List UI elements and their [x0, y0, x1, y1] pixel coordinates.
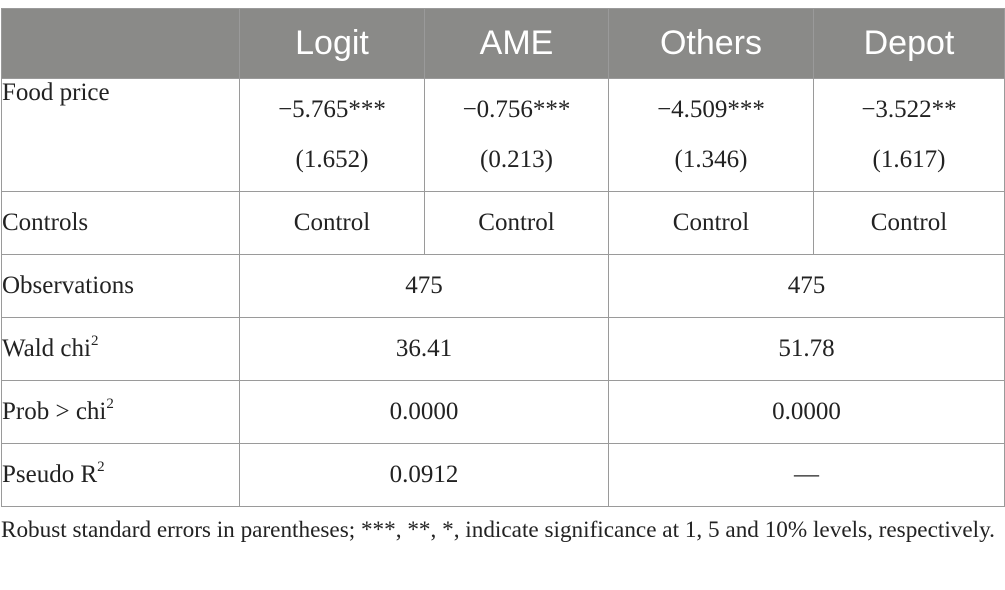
table-row-prob-chi2: [2, 381, 1005, 444]
row-label-controls: Controls: [2, 192, 240, 255]
table-row-pseudo-r2: [2, 444, 1005, 507]
cell-depot-controls: Control: [814, 192, 1005, 255]
coefficient-value: −0.756***: [462, 96, 571, 123]
row-label-pseudo-r2: [2, 444, 240, 507]
standard-error-value: (1.346): [674, 146, 748, 173]
cell-logit-controls: Control: [240, 192, 425, 255]
cell-others-food-price: [609, 79, 814, 192]
header-cell-others: Others: [609, 9, 814, 79]
superscript: 2: [90, 333, 99, 349]
cell-logit-ame-observations: 475: [240, 255, 609, 318]
header-row: [2, 9, 1005, 79]
cell-ame-food-price: [425, 79, 609, 192]
cell-logit-ame-pseudo-r2: 0.0912: [240, 444, 609, 507]
header-cell-depot: Depot: [814, 9, 1005, 79]
coefficient-value: −3.522**: [861, 96, 957, 123]
table-row-observations: [2, 255, 1005, 318]
cell-others-depot-wald-chi2: 51.78: [609, 318, 1005, 381]
table-row-wald-chi2: [2, 318, 1005, 381]
row-label-prob-chi2: [2, 381, 240, 444]
regression-results-table: [1, 8, 1005, 507]
cell-others-depot-observations: 475: [609, 255, 1005, 318]
standard-error-value: (0.213): [480, 146, 553, 173]
row-label-food-price: Food price: [2, 79, 240, 192]
header-cell-ame: AME: [425, 9, 609, 79]
cell-logit-ame-wald-chi2: 36.41: [240, 318, 609, 381]
header-cell-empty: [2, 9, 240, 79]
cell-depot-food-price: [814, 79, 1005, 192]
superscript: 2: [97, 459, 105, 475]
row-label-text: Pseudo R: [2, 461, 98, 488]
cell-others-depot-pseudo-r2: —: [609, 444, 1005, 507]
coefficient-value: −4.509***: [657, 96, 765, 123]
table-row-food-price: [2, 79, 1005, 192]
cell-others-depot-prob-chi2: 0.0000: [609, 381, 1005, 444]
table-row-controls: [2, 192, 1005, 255]
row-label-observations: Observations: [2, 255, 240, 318]
cell-logit-ame-prob-chi2: 0.0000: [240, 381, 609, 444]
row-label-text: Prob > chi: [2, 398, 107, 425]
row-label-wald-chi2: [2, 318, 240, 381]
standard-error-value: (1.617): [872, 146, 946, 173]
table-footnote: Robust standard errors in parentheses; ***, **, *, indicate significance at 1, 5 and 10% levels, respectively.: [1, 517, 995, 543]
standard-error-value: (1.652): [295, 146, 369, 173]
table-header: [2, 9, 1005, 79]
cell-ame-controls: Control: [425, 192, 609, 255]
header-cell-logit: Logit: [240, 9, 425, 79]
cell-logit-food-price: [240, 79, 425, 192]
superscript: 2: [106, 396, 114, 412]
coefficient-value: −5.765***: [278, 96, 386, 123]
row-label-text: Wald chi: [2, 335, 91, 362]
cell-others-controls: Control: [609, 192, 814, 255]
table-body: [2, 79, 1005, 507]
